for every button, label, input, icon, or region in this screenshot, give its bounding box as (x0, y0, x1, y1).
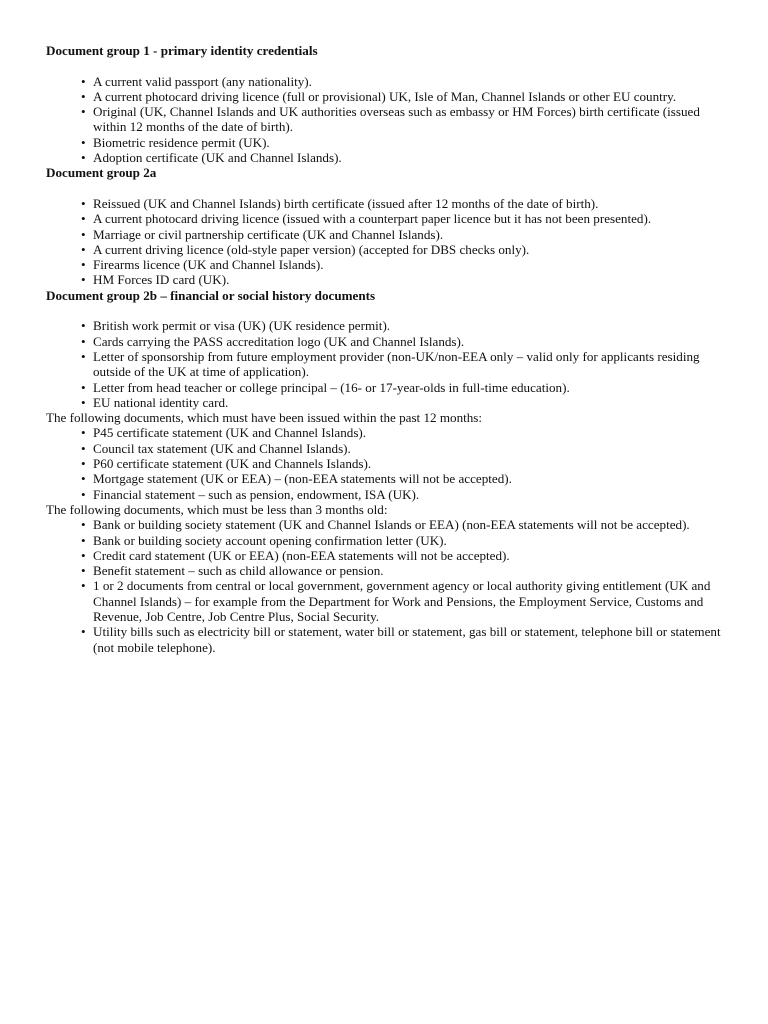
list-item: • Bank or building society statement (UK and Channel Islands or EEA) (non-EEA statements will not be accepted). (93, 517, 728, 532)
list-item: • Letter of sponsorship from future employment provider (non-UK/non-EEA only – valid only for applicants residing outside of the UK at time of application). (93, 349, 728, 380)
list-item: • Adoption certificate (UK and Channel Islands). (93, 150, 728, 165)
list-item: • Firearms licence (UK and Channel Islands). (93, 257, 728, 272)
group2a-list (46, 196, 728, 288)
list-item: • Council tax statement (UK and Channel Islands). (93, 441, 728, 456)
list-item: • Marriage or civil partnership certificate (UK and Channel Islands). (93, 227, 728, 242)
list-item: • EU national identity card. (93, 395, 728, 410)
list-item: • Original (UK, Channel Islands and UK authorities overseas such as embassy or HM Forces) birth certificate (issued within 12 months of the date of birth). (93, 104, 728, 135)
group1-heading: Document group 1 - primary identity credentials (46, 43, 318, 58)
list-item: • Cards carrying the PASS accreditation logo (UK and Channel Islands). (93, 334, 728, 349)
list-item: • HM Forces ID card (UK). (93, 272, 728, 287)
list-item: • A current valid passport (any nationality). (93, 74, 728, 89)
group1-list (46, 74, 728, 166)
group2b-list (46, 318, 728, 410)
within-3-months-intro: The following documents, which must be less than 3 months old: (46, 501, 388, 517)
list-item: • Mortgage statement (UK or EEA) – (non-EEA statements will not be accepted). (93, 471, 728, 486)
list-item: • P45 certificate statement (UK and Channel Islands). (93, 425, 728, 440)
within-12-months-intro: The following documents, which must have been issued within the past 12 months: (46, 410, 483, 426)
within-12-months-list (46, 425, 728, 501)
list-item: • P60 certificate statement (UK and Channels Islands). (93, 456, 728, 471)
list-item: • Financial statement – such as pension, endowment, ISA (UK). (93, 487, 728, 502)
list-item: • British work permit or visa (UK) (UK residence permit). (93, 318, 728, 333)
list-item: • Bank or building society account opening confirmation letter (UK). (93, 533, 728, 548)
list-item: • A current photocard driving licence (issued with a counterpart paper licence but it has not been presented). (93, 211, 728, 226)
list-item: • Biometric residence permit (UK). (93, 135, 728, 150)
group2a-heading: Document group 2a (46, 165, 157, 181)
list-item: • A current driving licence (old-style paper version) (accepted for DBS checks only). (93, 242, 728, 257)
list-item: • Reissued (UK and Channel Islands) birth certificate (issued after 12 months of the date of birth). (93, 196, 728, 211)
list-item: • Letter from head teacher or college principal – (16- or 17-year-olds in full-time education). (93, 380, 728, 395)
list-item: • 1 or 2 documents from central or local government, government agency or local authority giving entitlement (UK and Channel Islands) – for example from the Department for Work and Pensions, the Employment Service, Customs and Revenue, Job Centre, Job Centre Plus, Social Security. (93, 578, 728, 624)
list-item: • Benefit statement – such as child allowance or pension. (93, 563, 728, 578)
within-3-months-list (46, 517, 728, 655)
list-item: • Utility bills such as electricity bill or statement, water bill or statement, gas bill or statement, telephone bill or statement (not mobile telephone). (93, 624, 728, 655)
group2b-heading: Document group 2b – financial or social history documents (46, 287, 376, 303)
list-item: • Credit card statement (UK or EEA) (non-EEA statements will not be accepted). (93, 548, 728, 563)
list-item: • A current photocard driving licence (full or provisional) UK, Isle of Man, Channel Islands or other EU country. (93, 89, 728, 104)
